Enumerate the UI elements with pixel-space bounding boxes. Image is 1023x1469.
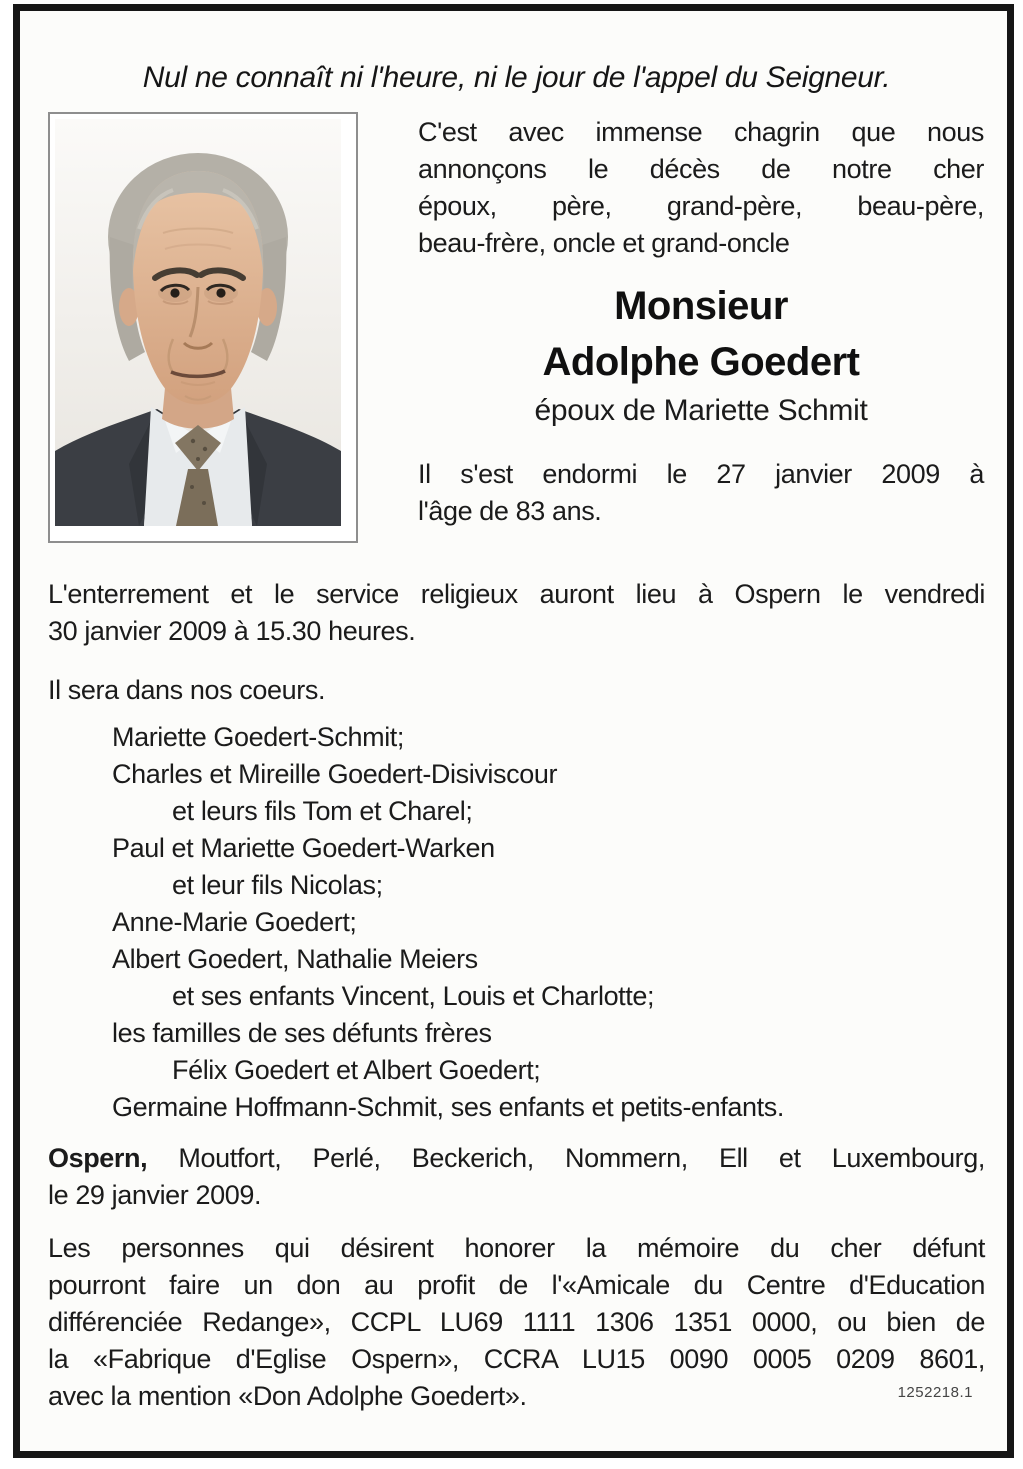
text-line: époux, père, grand-père, beau-père, <box>418 191 984 221</box>
family-list-item: et ses enfants Vincent, Louis et Charlotte; <box>172 981 655 1011</box>
portrait-illustration <box>55 119 341 526</box>
spouse-line: époux de Mariette Schmit <box>534 394 868 427</box>
funeral-paragraph <box>48 576 985 650</box>
epigraph-text: Nul ne connaît ni l'heure, ni le jour de l'appel du Seigneur. <box>142 61 891 94</box>
dateline-line1 <box>48 1140 985 1177</box>
deceased-title: Monsieur <box>614 284 788 328</box>
donation-paragraph <box>48 1230 985 1415</box>
dateline-line2: le 29 janvier 2009. <box>48 1180 262 1210</box>
family-list-item: les familles de ses défunts frères <box>112 1018 492 1048</box>
dateline-paragraph <box>48 1140 985 1214</box>
text-line: Les personnes qui désirent honorer la mémoire du cher défunt <box>48 1233 985 1263</box>
page-frame <box>13 4 1014 1458</box>
text-line: pourront faire un don au profit de l'«Amicale du Centre d'Education <box>48 1270 985 1300</box>
text-line: Il s'est endormi le 27 janvier 2009 à <box>418 459 984 489</box>
text-line: avec la mention «Don Adolphe Goedert». <box>48 1381 527 1411</box>
portrait-photo <box>48 112 358 543</box>
deceased-name: Adolphe Goedert <box>542 340 860 384</box>
text-line: 30 janvier 2009 à 15.30 heures. <box>48 616 416 646</box>
intro-paragraph <box>418 114 984 262</box>
top-section <box>48 112 985 543</box>
family-list-item: Anne-Marie Goedert; <box>112 907 357 937</box>
family-list-item: Germaine Hoffmann-Schmit, ses enfants et petits-enfants. <box>112 1092 784 1122</box>
family-list-item: Félix Goedert et Albert Goedert; <box>172 1055 541 1085</box>
text-line: beau-frère, oncle et grand-oncle <box>418 228 790 258</box>
death-date-paragraph <box>418 456 984 530</box>
remembrance-line: Il sera dans nos coeurs. <box>48 675 326 705</box>
dateline-places: Moutfort, Perlé, Beckerich, Nommern, Ell et Luxembourg, <box>147 1143 985 1173</box>
text-line: annonçons le décès de notre cher <box>418 154 984 184</box>
family-list-item: Albert Goedert, Nathalie Meiers <box>112 944 478 974</box>
page-content <box>20 61 1007 1415</box>
deceased-title-block <box>418 278 984 390</box>
family-list-item: Charles et Mireille Goedert-Disiviscour <box>112 759 558 789</box>
donation-lines <box>48 1230 985 1415</box>
family-list <box>48 719 985 1126</box>
family-list-item: et leur fils Nicolas; <box>172 870 383 900</box>
text-line: C'est avec immense chagrin que nous <box>418 117 984 147</box>
text-line: l'âge de 83 ans. <box>418 496 602 526</box>
announcement-column <box>418 112 984 543</box>
reference-number: 1252218.1 <box>897 1384 973 1401</box>
text-line: L'enterrement et le service religieux auront lieu à Ospern le vendredi <box>48 579 985 609</box>
family-list-item: Paul et Mariette Goedert-Warken <box>112 833 495 863</box>
text-line: différenciée Redange», CCPL LU69 1111 1306 1351 0000, ou bien de <box>48 1307 985 1337</box>
dateline-city: Ospern, <box>48 1143 148 1173</box>
family-list-item: et leurs fils Tom et Charel; <box>172 796 473 826</box>
text-line: la «Fabrique d'Eglise Ospern», CCRA LU15 0090 0005 0209 8601, <box>48 1344 985 1374</box>
family-list-item: Mariette Goedert-Schmit; <box>112 722 405 752</box>
